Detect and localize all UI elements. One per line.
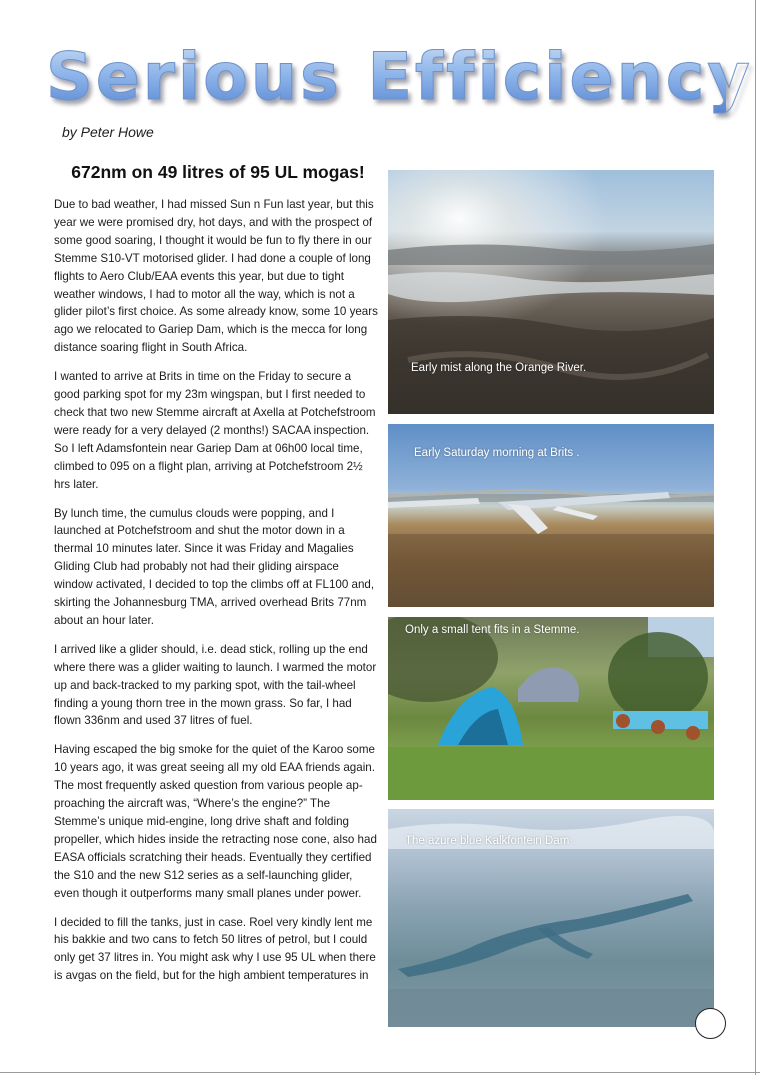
author-byline: by Peter Howe bbox=[62, 124, 154, 140]
paragraph-6: I decided to fill the tanks, just in case. Roel very kindly lent me his bakkie and two cans to fetch 50 litres of petrol, but I could only get 37 litres in. You might ask why I use 95 UL when there is avgas on the field, but for the high ambient temperatures in bbox=[54, 915, 376, 983]
article-subheading: 672nm on 49 litres of 95 UL mogas! bbox=[71, 162, 365, 182]
photo-caption: The azure blue Kalkfontein Dam . bbox=[405, 835, 576, 847]
paragraph-3: By lunch time, the cumulus clouds were popping, and I launched at Potchefstroom and shut the motor down in a thermal 10 minutes later. Since it was Friday and Magalies Gliding Club had probably not had their gliding airspace window activated, I decided to top the climbs off at FL100 and, skirting the Johannesburg TMA, arrived overhead Brits 77nm about an hour later. bbox=[54, 506, 375, 627]
photo-caption: Early Saturday morning at Brits . bbox=[414, 447, 580, 459]
paragraph-5: Having escaped the big smoke for the quiet of the Karoo some 10 years ago, it was great seeing all my old EAA friends again. The most frequently asked question from various people ap-proaching the aircraft was, “Where’s the engine?” The Stemme’s unique mid-engine, long drive shaft and folding propeller, which hides inside the retracting nose cone, also had EASA officials scratching their heads. Eventually they certified the S10 and the new S12 series as a self-launching glider, even though it outperforms many small planes under power. bbox=[54, 743, 377, 900]
photo-brits-airfield bbox=[388, 424, 714, 607]
photo-kalkfontein-dam bbox=[388, 809, 714, 1027]
article-title: Serious Efficiency bbox=[46, 38, 726, 118]
tent-camp-illustration bbox=[388, 617, 714, 800]
paragraph-4: I arrived like a glider should, i.e. dead stick, rolling up the end where there was a glider waiting to launch. I warmed the motor up and back-tracked to my parking spot, with the tail-wheel finding a young thorn tree in the mown grass. So far, I had flown 336nm and used 37 litres of fuel. bbox=[54, 642, 377, 728]
paragraph-2: I wanted to arrive at Brits in time on the Friday to secure a good parking spot for my 23m wingspan, but I first needed to check that two new Stemme aircraft at Axella at Potchefstroom were ready for a very delayed (2 months!) SACAA inspection. So I left Adamsfontein near Gariep Dam at 06h00 local time, climbed to 095 on a flight plan, arriving at Potchefstroom 2½ hrs later. bbox=[54, 370, 376, 491]
article-body bbox=[54, 196, 378, 996]
mist-landscape-illustration bbox=[388, 170, 714, 414]
page-edge-right bbox=[755, 0, 756, 1075]
photo-tents-camp bbox=[388, 617, 714, 800]
page-number-circle bbox=[695, 1008, 726, 1039]
paragraph-1: Due to bad weather, I had missed Sun n Fun last year, but this year we were promised dry, hot days, and with the prospect of some good soaring, I thought it would be fun to fly there in our Stemme S10-VT motorised glider. I had done a couple of long flights to Aero Club/EAA events this year, but due to tight weather windows, I had to motor all the way, which is not a glider pilot’s first choice. As some already know, some 10 years ago we relocated to Gariep Dam, which is the mecca for long distance soaring flight in South Africa. bbox=[54, 198, 378, 355]
page-edge-bottom bbox=[0, 1072, 760, 1073]
photo-caption: Early mist along the Orange River. bbox=[411, 362, 587, 374]
photo-orange-river-mist bbox=[388, 170, 714, 414]
photo-caption: Only a small tent fits in a Stemme. bbox=[405, 624, 580, 636]
